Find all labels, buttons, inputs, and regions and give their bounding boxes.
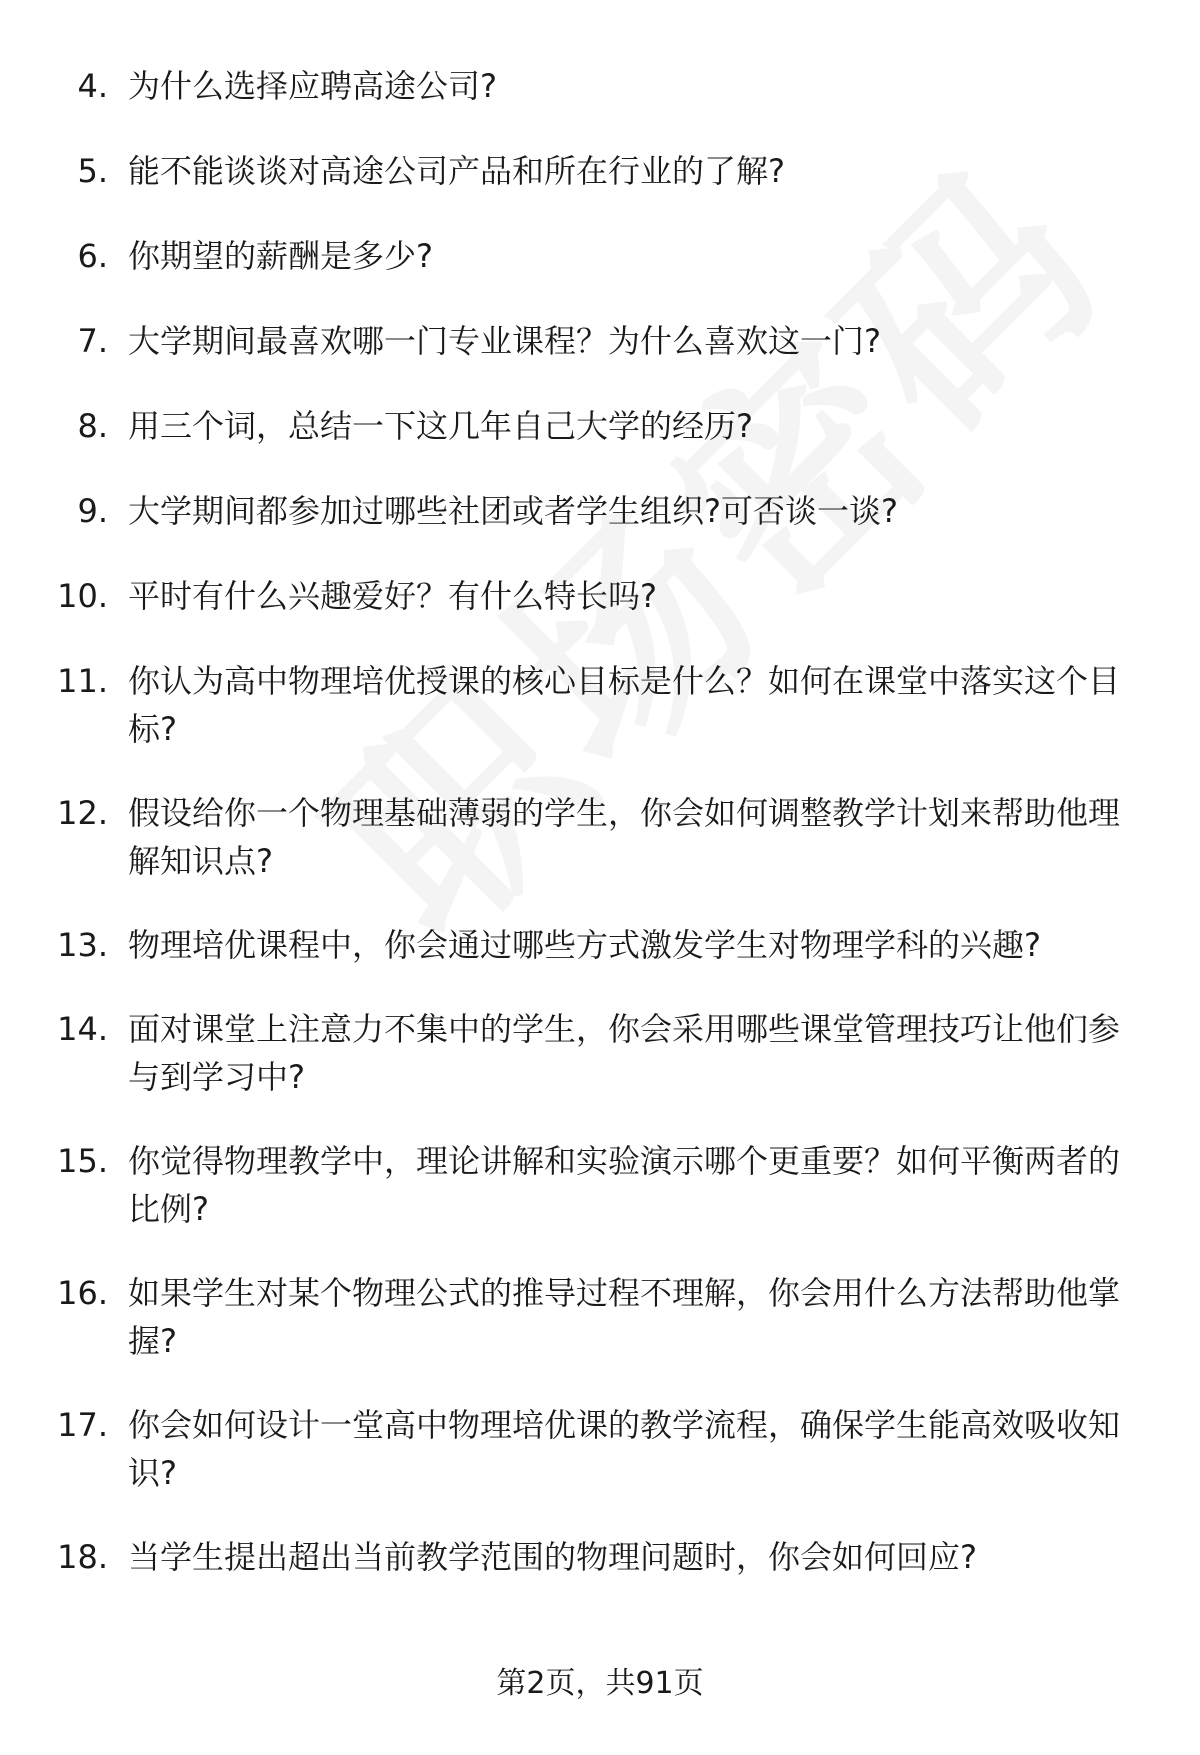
question-number: 9. — [77, 492, 108, 530]
question-item — [0, 62, 1200, 110]
question-number: 8. — [77, 407, 108, 445]
question-item — [0, 789, 1200, 885]
question-item — [0, 147, 1200, 195]
question-item — [0, 487, 1200, 535]
question-item — [0, 402, 1200, 450]
question-number: 14. — [57, 1010, 108, 1048]
question-item — [0, 921, 1200, 969]
question-number: 11. — [57, 662, 108, 700]
question-item — [0, 1533, 1200, 1581]
question-text: 大学期间最喜欢哪一门专业课程？为什么喜欢这一门? — [128, 322, 881, 360]
question-item — [0, 317, 1200, 365]
question-text: 面对课堂上注意力不集中的学生，你会采用哪些课堂管理技巧让他们参与到学习中? — [128, 1010, 1121, 1096]
question-number: 13. — [57, 926, 108, 964]
question-item — [0, 1269, 1200, 1365]
question-number: 6. — [77, 237, 108, 275]
question-text: 平时有什么兴趣爱好？有什么特长吗? — [128, 577, 657, 615]
question-number: 7. — [77, 322, 108, 360]
question-text: 你认为高中物理培优授课的核心目标是什么？如何在课堂中落实这个目标? — [128, 662, 1121, 748]
question-number: 5. — [77, 152, 108, 190]
question-list — [0, 62, 1200, 1581]
question-text: 你觉得物理教学中，理论讲解和实验演示哪个更重要？如何平衡两者的比例? — [128, 1142, 1121, 1228]
question-text: 你期望的薪酬是多少? — [128, 237, 433, 275]
question-text: 为什么选择应聘高途公司? — [128, 67, 497, 105]
question-text: 假设给你一个物理基础薄弱的学生，你会如何调整教学计划来帮助他理解知识点? — [128, 794, 1121, 880]
page-footer: 第2页，共91页 — [496, 1666, 704, 1701]
question-text: 能不能谈谈对高途公司产品和所在行业的了解? — [128, 152, 785, 190]
question-text: 如果学生对某个物理公式的推导过程不理解，你会用什么方法帮助他掌握? — [128, 1274, 1121, 1360]
question-item — [0, 1005, 1200, 1101]
question-item — [0, 1401, 1200, 1497]
question-item — [0, 232, 1200, 280]
question-text: 当学生提出超出当前教学范围的物理问题时，你会如何回应? — [128, 1538, 977, 1576]
question-number: 18. — [57, 1538, 108, 1576]
question-number: 16. — [57, 1274, 108, 1312]
question-number: 12. — [57, 794, 108, 832]
question-text: 你会如何设计一堂高中物理培优课的教学流程，确保学生能高效吸收知识? — [128, 1406, 1121, 1492]
question-number: 15. — [57, 1142, 108, 1180]
question-text: 大学期间都参加过哪些社团或者学生组织?可否谈一谈? — [128, 492, 898, 530]
question-item — [0, 1137, 1200, 1233]
question-text: 物理培优课程中，你会通过哪些方式激发学生对物理学科的兴趣? — [128, 926, 1041, 964]
question-item — [0, 657, 1200, 753]
question-number: 17. — [57, 1406, 108, 1444]
question-number: 4. — [77, 67, 108, 105]
question-item — [0, 572, 1200, 620]
question-number: 10. — [57, 577, 108, 615]
question-text: 用三个词，总结一下这几年自己大学的经历? — [128, 407, 753, 445]
